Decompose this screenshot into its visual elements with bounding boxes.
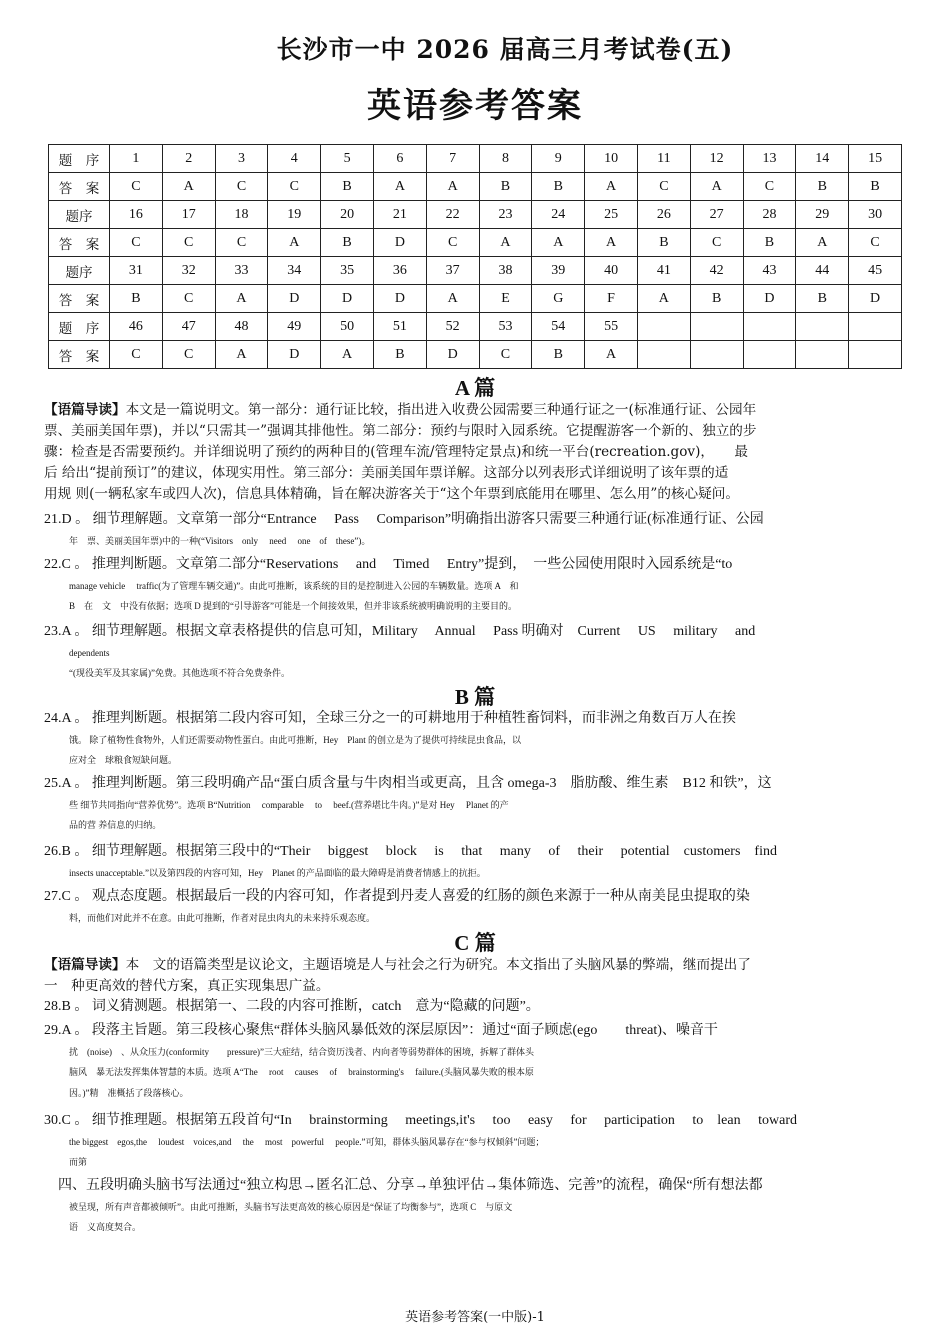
table-cell: 17 — [162, 201, 215, 229]
table-cell: C — [479, 341, 532, 369]
table-cell: D — [321, 285, 374, 313]
section-b-heading: B 篇 — [454, 685, 496, 709]
table-cell: B — [479, 173, 532, 201]
answer-table-row — [49, 313, 902, 341]
table-cell: 53 — [479, 313, 532, 341]
table-cell: D — [426, 341, 479, 369]
table-cell: D — [373, 229, 426, 257]
row-label: 答 案 — [49, 173, 110, 201]
table-cell: 40 — [585, 257, 638, 285]
answer-explanation — [44, 887, 906, 928]
intro-label: 【语篇导读】 — [44, 957, 126, 973]
answer-table-row — [49, 229, 902, 257]
table-cell: 30 — [849, 201, 902, 229]
explanation-line: 24.A 。 推理判断题。根据第二段内容可知，全球三分之一的可耕地用于种植牲畜饲料，而非洲之角数百万人在挨 — [44, 711, 736, 726]
table-cell: 46 — [110, 313, 163, 341]
table-cell: 37 — [426, 257, 479, 285]
explanation-line: 应对全 球粮食短缺问题。 — [69, 755, 178, 765]
answer-table-row — [49, 145, 902, 173]
explanation-line: 饿。 除了植物性食物外，人们还需要动物性蛋白。由此可推断，Hey Plant 的创立是为了提供可持续昆虫食品，以 — [69, 734, 521, 745]
table-cell — [743, 341, 796, 369]
row-label: 题 序 — [49, 145, 110, 173]
table-cell: C — [690, 229, 743, 257]
answer-explanation — [44, 1021, 906, 1103]
table-cell: 15 — [849, 145, 902, 173]
table-cell: C — [849, 229, 902, 257]
intro-line: 本文是一篇说明文。第一部分：通行证比较，指出进入收费公园需要三种通行证之一(标准通行证、公园年 — [125, 402, 757, 418]
answer-explanation — [44, 997, 906, 1018]
table-cell: 27 — [690, 201, 743, 229]
intro-line: 骤：检查是否需要预约。并详细说明了预约的两种目的(管理车流/管理特定景点)和统一平台(recreation.gov)， 最 — [44, 444, 748, 460]
explanation-line: 25.A 。 推理判断题。第三段明确产品“蛋白质含量与牛肉相当或更高，且含 omega-3 脂肪酸、维生素 B12 和铁”，这 — [44, 776, 772, 791]
table-cell: A — [426, 173, 479, 201]
row-label: 题 序 — [49, 313, 110, 341]
table-cell — [690, 341, 743, 369]
answer-explanation — [44, 1176, 906, 1238]
table-cell: B — [637, 229, 690, 257]
explanation-line: 品的营 养信息的归纳。 — [69, 820, 162, 830]
table-cell: F — [585, 285, 638, 313]
table-cell: 16 — [110, 201, 163, 229]
table-cell: 25 — [585, 201, 638, 229]
table-cell: 7 — [426, 145, 479, 173]
answer-table-row — [49, 201, 902, 229]
table-cell: A — [585, 341, 638, 369]
table-cell: 35 — [321, 257, 374, 285]
table-cell: C — [162, 229, 215, 257]
table-cell: 2 — [162, 145, 215, 173]
section-a-intro — [44, 400, 906, 505]
table-cell: 14 — [796, 145, 849, 173]
answer-table-row — [49, 285, 902, 313]
table-cell: A — [479, 229, 532, 257]
intro-label: 【语篇导读】 — [44, 402, 126, 418]
table-cell: B — [796, 285, 849, 313]
table-cell: 6 — [373, 145, 426, 173]
table-cell: 44 — [796, 257, 849, 285]
explanation-line: the biggest egos,the loudest voices,and the most powerful people.”可知，群体头脑风暴存在“参与权倾斜”问题； — [69, 1136, 545, 1147]
answer-table — [48, 144, 902, 369]
table-cell: 26 — [637, 201, 690, 229]
table-cell: 43 — [743, 257, 796, 285]
answer-explanation — [44, 709, 906, 771]
explanation-line: 28.B 。 词义猜测题。根据第一、二段的内容可推断，catch 意为“隐藏的问题”。 — [44, 999, 540, 1014]
table-cell: D — [268, 285, 321, 313]
row-label: 题序 — [49, 257, 110, 285]
table-cell: 32 — [162, 257, 215, 285]
table-cell: E — [479, 285, 532, 313]
table-cell: 42 — [690, 257, 743, 285]
table-cell — [849, 341, 902, 369]
table-cell: A — [215, 341, 268, 369]
table-cell: 34 — [268, 257, 321, 285]
table-cell: 1 — [110, 145, 163, 173]
table-cell: C — [426, 229, 479, 257]
table-cell: C — [162, 285, 215, 313]
table-cell: 22 — [426, 201, 479, 229]
table-cell: 28 — [743, 201, 796, 229]
intro-line: 一 种更高效的替代方案，真正实现集思广益。 — [44, 978, 330, 994]
table-cell: 54 — [532, 313, 585, 341]
table-cell: G — [532, 285, 585, 313]
table-cell: B — [532, 173, 585, 201]
table-cell: 13 — [743, 145, 796, 173]
table-cell: C — [268, 173, 321, 201]
explanation-line: 些 细节共同指向“营养优势”。选项 B“Nutrition comparable to beef.(营养堪比牛肉。)”是对 Hey Planet 的产 — [69, 799, 509, 810]
table-cell: 52 — [426, 313, 479, 341]
table-cell: A — [532, 229, 585, 257]
table-cell: 41 — [637, 257, 690, 285]
row-label: 答 案 — [49, 229, 110, 257]
table-cell: 4 — [268, 145, 321, 173]
table-cell: 47 — [162, 313, 215, 341]
table-cell: B — [743, 229, 796, 257]
table-cell: 45 — [849, 257, 902, 285]
table-cell — [637, 313, 690, 341]
explanation-line: 料，而他们对此并不在意。由此可推断，作者对昆虫肉丸的未来持乐观态度。 — [69, 912, 376, 923]
table-cell: D — [743, 285, 796, 313]
table-cell: C — [110, 341, 163, 369]
table-cell: A — [690, 173, 743, 201]
table-cell: C — [215, 229, 268, 257]
table-cell: C — [637, 173, 690, 201]
table-cell: C — [162, 341, 215, 369]
table-cell: 31 — [110, 257, 163, 285]
table-cell: 3 — [215, 145, 268, 173]
table-cell: 21 — [373, 201, 426, 229]
explanation-line: 21.D 。 细节理解题。文章第一部分“Entrance Pass Comparison”明确指出游客只需要三种通行证(标准通行证、公园 — [44, 512, 764, 527]
table-cell: B — [373, 341, 426, 369]
intro-line: 票、美丽美国年票)，并以“只需其一”强调其排他性。第二部分：预约与限时入园系统。它提醒游客一个新的、独立的步 — [44, 423, 757, 439]
table-cell: 49 — [268, 313, 321, 341]
intro-line: 后 给出“提前预订”的建议，体现实用性。第三部分：美丽美国年票详解。这部分以列表形式详细说明了该年票的适 — [44, 465, 729, 481]
answer-table-row — [49, 341, 902, 369]
explanation-line: 26.B 。 细节理解题。根据第三段中的“Their biggest block is that many of their potential customers find — [44, 844, 777, 859]
explanation-line: 扰 (noise) 、从众压力(conformity pressure)”三大症结，结合资历浅者、内向者等弱势群体的困境，拆解了群体头 — [69, 1046, 534, 1057]
answer-table-row — [49, 173, 902, 201]
school-title: 长沙市一中 2026 届高三月考试卷(五) — [276, 35, 734, 64]
row-label: 答 案 — [49, 341, 110, 369]
table-cell: A — [585, 173, 638, 201]
table-cell — [690, 313, 743, 341]
table-cell: B — [110, 285, 163, 313]
table-cell — [796, 313, 849, 341]
table-cell: 38 — [479, 257, 532, 285]
table-cell: 39 — [532, 257, 585, 285]
table-cell: 33 — [215, 257, 268, 285]
answer-explanation — [44, 622, 906, 684]
explanation-line: B 在 文 中没有依据；选项 D 提到的“引导游客”可能是一个间接效果，但并非该系统被明确说明的主要目的。 — [69, 601, 517, 611]
table-cell: 12 — [690, 145, 743, 173]
table-cell: A — [585, 229, 638, 257]
table-cell: 48 — [215, 313, 268, 341]
explanation-line: 四、五段明确头脑书写法通过“独立构思→匿名汇总、分享→单独评估→集体筛选、完善”的流程，确保“所有想法都 — [44, 1178, 763, 1193]
explanation-line: 22.C 。 推理判断题。文章第二部分“Reservations and Timed Entry”提到， 一些公园使用限时入园系统是“to — [44, 557, 733, 572]
explanation-line: 被呈现，所有声音都被倾听”。由此可推断，头脑书写法更高效的核心原因是“保证了均衡参与”，选项 C 与原文 — [69, 1201, 513, 1212]
explanation-line: insects unacceptable.”以及第四段的内容可知，Hey Planet 的产品面临的最大障碍是消费者情感上的抗拒。 — [69, 867, 486, 878]
explanation-line: 因。)”精 准概括了段落核心。 — [69, 1087, 189, 1098]
answer-explanation — [44, 1111, 906, 1173]
table-cell: 55 — [585, 313, 638, 341]
table-cell: A — [321, 341, 374, 369]
answer-explanation — [44, 555, 906, 617]
table-cell: 9 — [532, 145, 585, 173]
answer-explanation — [44, 510, 906, 551]
table-cell: 8 — [479, 145, 532, 173]
answer-explanation — [44, 842, 906, 883]
table-cell: D — [373, 285, 426, 313]
table-cell: 10 — [585, 145, 638, 173]
table-cell — [796, 341, 849, 369]
table-cell: A — [796, 229, 849, 257]
table-cell: 23 — [479, 201, 532, 229]
table-cell: 50 — [321, 313, 374, 341]
table-cell: A — [373, 173, 426, 201]
table-cell: 20 — [321, 201, 374, 229]
explanation-line: 27.C 。 观点态度题。根据最后一段的内容可知，作者提到丹麦人喜爱的红肠的颜色来源于一种从南美昆虫提取的染 — [44, 889, 750, 904]
explanation-line: dependents — [69, 647, 110, 658]
table-cell — [849, 313, 902, 341]
explanation-line: 脑风 暴无法发挥集体智慧的本质。选项 A“The root causes of brainstorming's failure.(头脑风暴失败的根本原 — [69, 1067, 534, 1077]
table-cell: C — [743, 173, 796, 201]
intro-line: 用规 则(一辆私家车或四人次)，信息具体精确，旨在解决游客关于“这个年票到底能用在哪里、怎么用”的核心疑问。 — [44, 486, 739, 502]
table-cell: A — [637, 285, 690, 313]
explanation-line: 而第 — [69, 1157, 88, 1167]
answer-explanation — [44, 774, 906, 836]
row-label: 答 案 — [49, 285, 110, 313]
explanation-line: 23.A 。 细节理解题。根据文章表格提供的信息可知，Military Annual Pass 明确对 Current US military and — [44, 624, 756, 639]
table-cell: B — [796, 173, 849, 201]
answer-table-row — [49, 257, 902, 285]
table-cell: 19 — [268, 201, 321, 229]
table-cell: C — [215, 173, 268, 201]
table-cell — [637, 341, 690, 369]
table-cell: B — [532, 341, 585, 369]
table-cell: A — [162, 173, 215, 201]
section-c-heading: C 篇 — [454, 931, 496, 955]
table-cell: C — [110, 229, 163, 257]
page-footer: 英语参考答案(一中版)-1 — [405, 1310, 545, 1325]
table-cell: 51 — [373, 313, 426, 341]
explanation-line: 语 义高度契合。 — [69, 1222, 142, 1232]
explanation-line: 29.A 。 段落主旨题。第三段核心聚焦“群体头脑风暴低效的深层原因”：通过“面子顾虑(ego threat)、噪音干 — [44, 1023, 718, 1038]
explanation-line: 30.C 。 细节推理题。根据第五段首句“In brainstorming meetings,it's too easy for participation to lean toward — [44, 1113, 797, 1128]
explanation-line: “(现役美军及其家属)”免费。其他选项不符合免费条件。 — [69, 668, 290, 678]
table-cell: 5 — [321, 145, 374, 173]
table-cell: B — [321, 173, 374, 201]
table-cell: 29 — [796, 201, 849, 229]
table-cell: C — [110, 173, 163, 201]
table-cell: A — [215, 285, 268, 313]
intro-line: 本 文的语篇类型是议论文，主题语境是人与社会之行为研究。本文指出了头脑风暴的弊端，继而提出了 — [125, 957, 751, 973]
document-title: 英语参考答案 — [367, 86, 583, 126]
explanation-line: 年 票、美丽美国年票)中的一种(“Visitors only need one of these”)。 — [69, 535, 371, 546]
table-cell: A — [268, 229, 321, 257]
table-cell: B — [849, 173, 902, 201]
table-cell: A — [426, 285, 479, 313]
section-a-heading: A 篇 — [454, 376, 496, 400]
table-cell: D — [268, 341, 321, 369]
table-cell: 18 — [215, 201, 268, 229]
explanation-line: manage vehicle traffic(为了管理车辆交通)”。由此可推断，该系统的目的是控制进入公园的车辆数量。选项 A 和 — [69, 580, 519, 591]
table-cell: D — [849, 285, 902, 313]
section-c-intro — [44, 955, 906, 997]
table-cell: B — [321, 229, 374, 257]
table-cell: 24 — [532, 201, 585, 229]
row-label: 题序 — [49, 201, 110, 229]
table-cell: B — [690, 285, 743, 313]
table-cell: 36 — [373, 257, 426, 285]
table-cell — [743, 313, 796, 341]
table-cell: 11 — [637, 145, 690, 173]
